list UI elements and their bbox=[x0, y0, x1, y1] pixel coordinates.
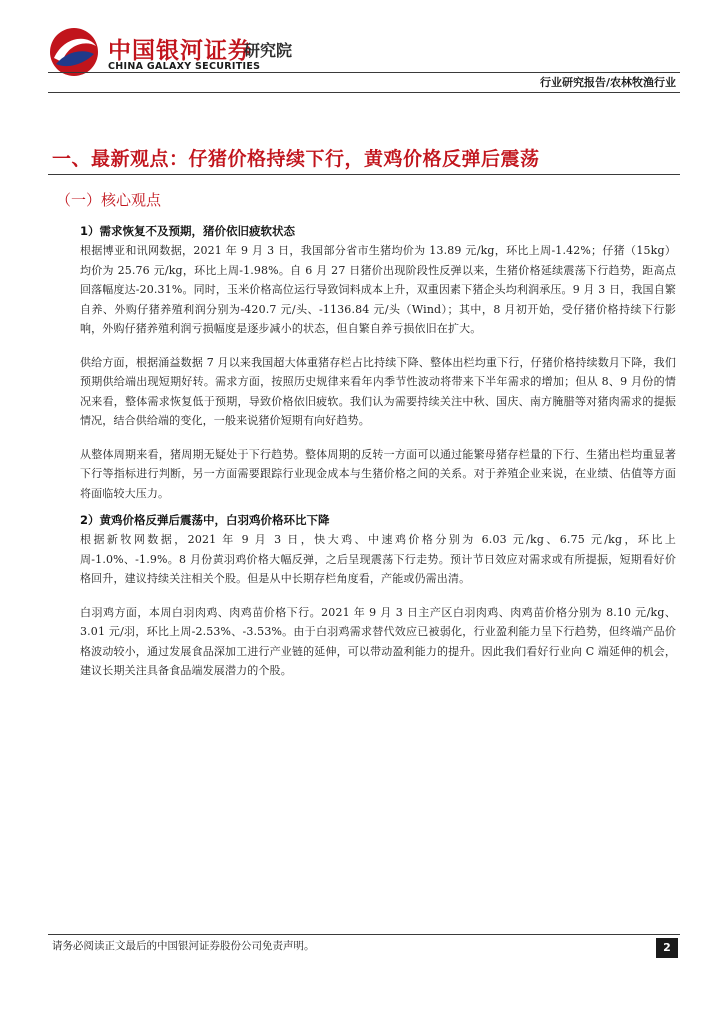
paragraph: 白羽鸡方面，本周白羽肉鸡、肉鸡苗价格下行。2021 年 9 月 3 日主产区白羽肉鸡、肉鸡苗价格分别为 8.10 元/kg、3.01 元/羽，环比上周-2.53%、-3.53%。由于白羽鸡需求替代效应已被弱化，行业盈利能力呈下行趋势，但终端产品价格波动较小，通过发展食品深加工进行产业链的延伸，可以带动盈利能力的提升。因此我们看好行业向 C 端延伸的机会，建议长期关注具备食品端发展潜力的个股。 bbox=[80, 605, 676, 677]
header-divider-lower bbox=[48, 92, 680, 93]
paragraph: 根据博亚和讯网数据，2021 年 9 月 3 日，我国部分省市生猪均价为 13.89 元/kg，环比上周-1.42%；仔猪（15kg）均价为 25.76 元/kg，环比上周-1.98%。自 6 月 27 日猪价出现阶段性反弹以来，生猪价格延续震荡下行趋势，距高点回落幅度达-20.31%。同时，玉米价格高位运行导致饲料成本上升，双重因素下猪企头均利润承压。9 月 3 日，我国自繁自养、外购仔猪养殖利润分别为-420.7 元/头、-1136.84 元/头（Wind）；其中，8 月初开始，受仔猪价格持续下行影响，外购仔猪养殖利润亏损幅度是逐步减小的状态，但自繁自养亏损依旧在扩大。 bbox=[80, 244, 676, 335]
footer-divider bbox=[48, 934, 680, 935]
report-category: 行业研究报告/农林牧渔行业 bbox=[539, 76, 676, 89]
paragraph: 根据新牧网数据，2021 年 9 月 3 日，快大鸡、中速鸡价格分别为 6.03 元/kg、6.75 元/kg，环比上周-1.0%、-1.9%。8 月份黄羽鸡价格大幅反弹，之后呈现震荡下行走势。预计节日效应对需求或有所提振，短期看好价格回升，建议持续关注相关个股。但是从中长期存栏角度看，产能或仍需出清。 bbox=[80, 533, 676, 585]
brand-name-cn: 中国银河证券 bbox=[108, 38, 252, 64]
paragraph: 从整体周期来看，猪周期无疑处于下行趋势。整体周期的反转一方面可以通过能繁母猪存栏量的下行、生猪出栏均重显著下行等指标进行判断，另一方面需要跟踪行业现金成本与生猪价格之间的关系。对于养殖企业来说，在业绩、估值等方面将面临较大压力。 bbox=[80, 447, 676, 500]
footer-disclaimer: 请务必阅读正文最后的中国银河证券股份公司免责声明。 bbox=[52, 940, 315, 952]
block-heading-poultry: 2）黄鸡价格反弹后震荡中，白羽鸡价格环比下降 bbox=[80, 513, 330, 527]
brand-subtitle: 研究院 bbox=[244, 41, 293, 60]
section-title-divider bbox=[48, 174, 680, 175]
section-title: 一、最新观点：仔猪价格持续下行，黄鸡价格反弹后震荡 bbox=[52, 148, 540, 170]
report-body bbox=[80, 222, 676, 695]
header-divider bbox=[48, 72, 680, 73]
paragraph: 供给方面，根据涌益数据 7 月以来我国超大体重猪存栏占比持续下降、整体出栏均重下行，仔猪价格持续数月下降，我们预期供给端出现短期好转。需求方面，按照历史规律来看年内季节性波动将带来下半年需求的增加；但从 8、9 月份的情况来看，整体需求恢复低于预期，导致价格依旧疲软。我们认为需要持续关注中秋、国庆、南方腌腊等对猪肉需求的提振情况，结合供给端的变化，一般来说猪价短期有向好趋势。 bbox=[80, 355, 676, 427]
section-subtitle: （一）核心观点 bbox=[56, 191, 162, 209]
galaxy-logo-icon bbox=[48, 26, 100, 78]
page-header bbox=[0, 0, 724, 100]
block-heading-pork: 1）需求恢复不及预期，猪价依旧疲软状态 bbox=[80, 224, 295, 238]
page-number: 2 bbox=[656, 938, 678, 958]
brand-name-en: CHINA GALAXY SECURITIES bbox=[108, 61, 261, 72]
